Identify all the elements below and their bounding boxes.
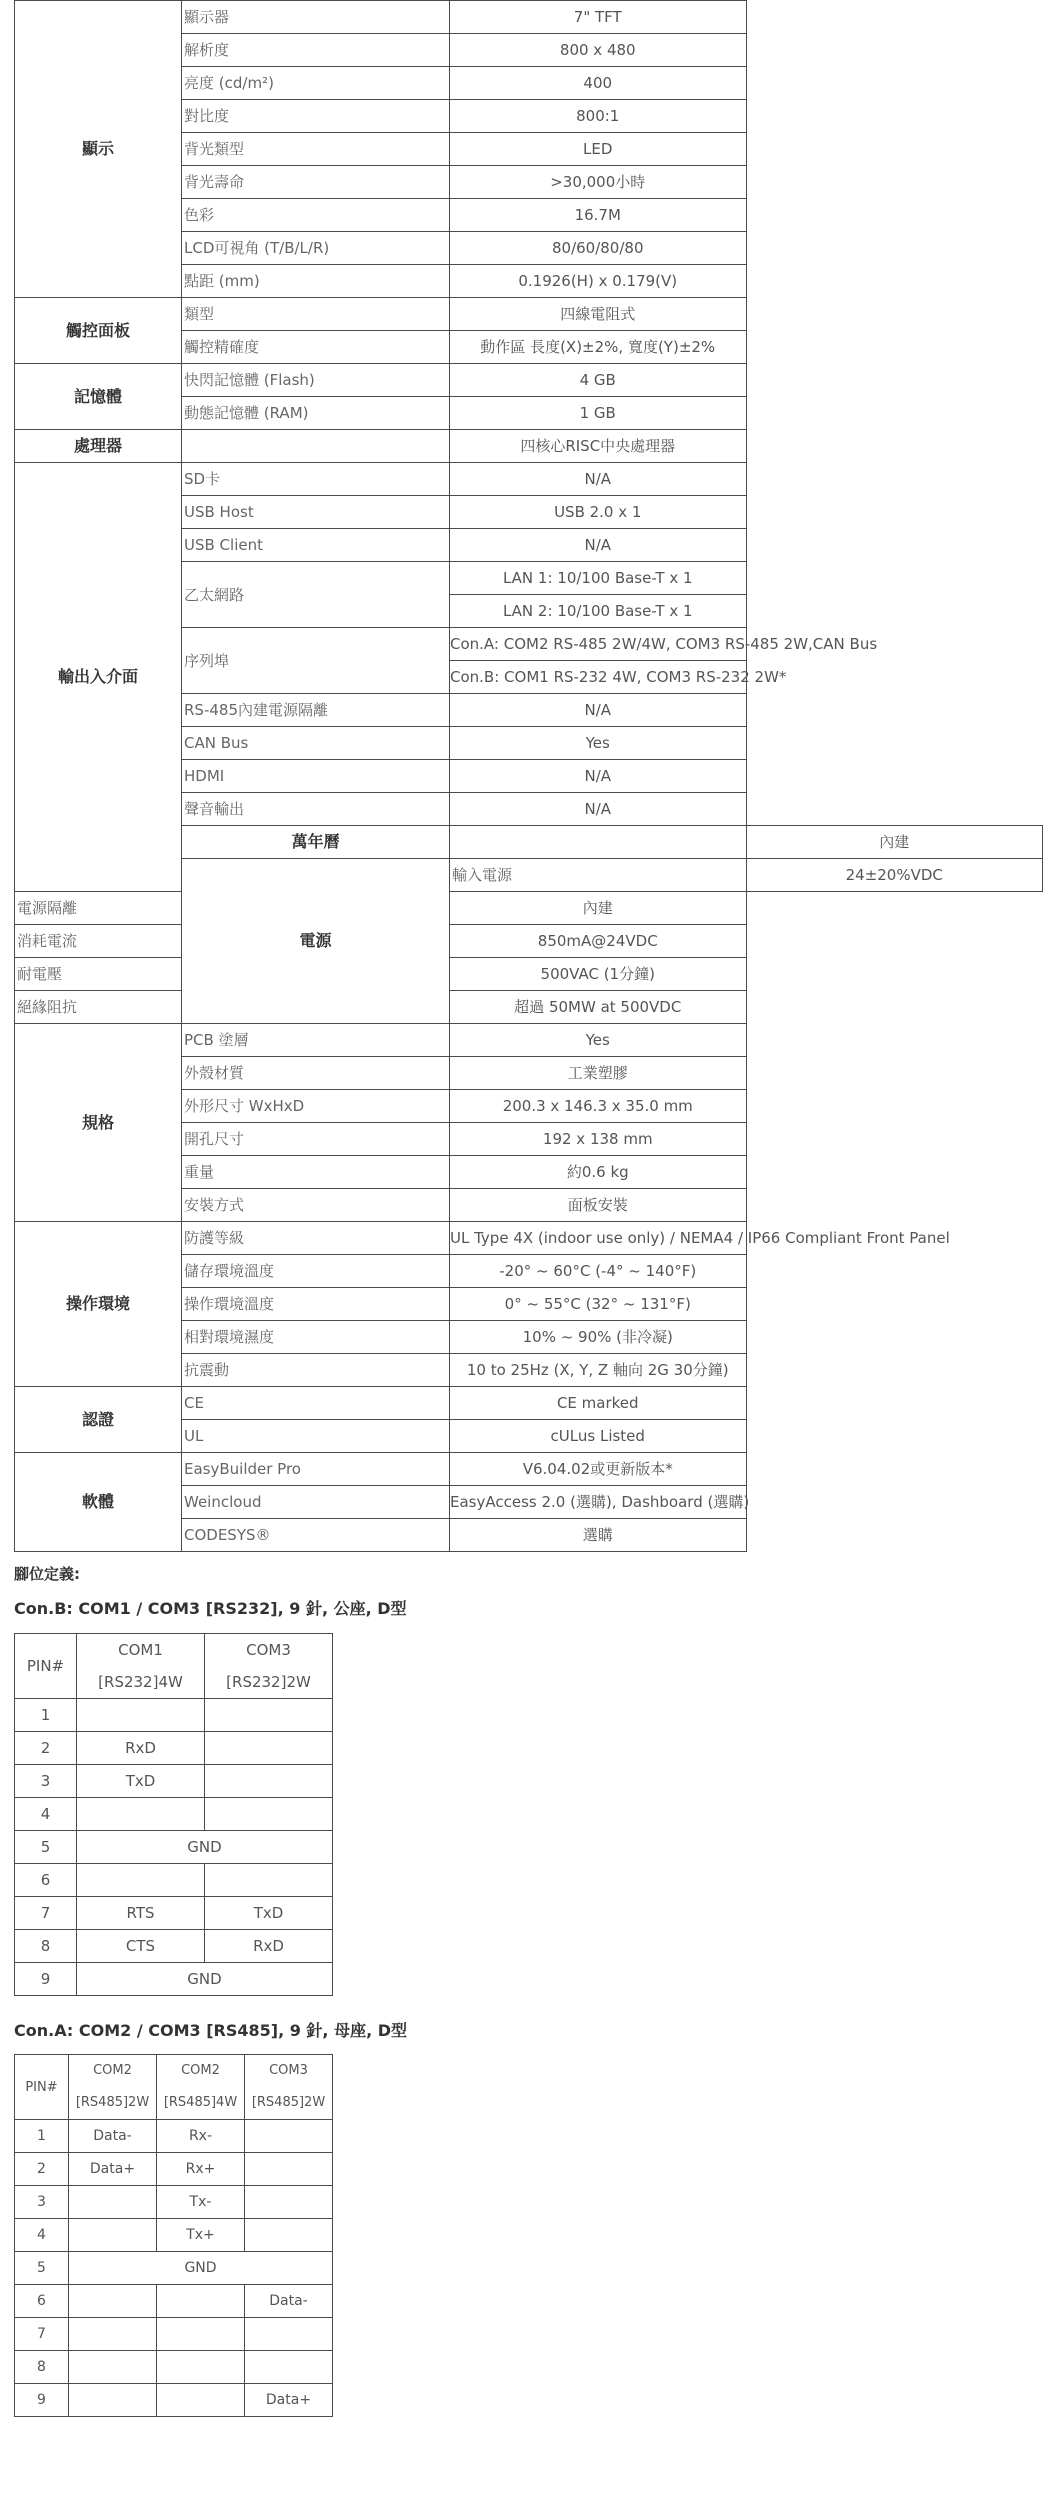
- pin-signal: Data-: [69, 2120, 157, 2153]
- spec-label: 防護等級: [182, 1222, 450, 1255]
- pin-signal: Data+: [245, 2384, 333, 2417]
- spec-label: 電源隔離: [15, 892, 182, 925]
- pin-section-title: 腳位定義:: [14, 1565, 80, 1583]
- spec-label: 對比度: [182, 100, 450, 133]
- port-header: [77, 1634, 205, 1699]
- spec-row: [15, 1222, 1043, 1255]
- port-header-line: COM2: [181, 2063, 220, 2078]
- pin-number: 1: [15, 2120, 69, 2153]
- spec-value-line: Con.A: COM2 RS-485 2W/4W, COM3 RS-485 2W,CAN Bus: [450, 635, 878, 653]
- pin-signal: [245, 2219, 333, 2252]
- spec-value: 850mA@24VDC: [450, 925, 747, 958]
- spec-row: [15, 364, 1043, 397]
- spec-value: EasyAccess 2.0 (選購), Dashboard (選購): [450, 1486, 747, 1519]
- spec-label: 重量: [182, 1156, 450, 1189]
- spec-category: 觸控面板: [15, 298, 182, 364]
- spec-category: 軟體: [15, 1453, 182, 1552]
- spec-value: cULus Listed: [450, 1420, 747, 1453]
- spec-label: 消耗電流: [15, 925, 182, 958]
- pin-number: 4: [15, 2219, 69, 2252]
- spec-value: USB 2.0 x 1: [450, 496, 747, 529]
- pin-row: [15, 2318, 333, 2351]
- pin-signal: [77, 1798, 205, 1831]
- spec-label: 絕緣阻抗: [15, 991, 182, 1024]
- spec-value: N/A: [450, 793, 747, 826]
- spec-category: 顯示: [15, 1, 182, 298]
- port-header: [245, 2055, 333, 2120]
- spec-value: 內建: [450, 892, 747, 925]
- spec-label: RS-485內建電源隔離: [182, 694, 450, 727]
- pin-signal: [245, 2318, 333, 2351]
- pin-signal: TxD: [205, 1897, 333, 1930]
- spec-label: PCB 塗層: [182, 1024, 450, 1057]
- spec-row: [15, 298, 1043, 331]
- spec-label: 乙太網路: [182, 562, 450, 628]
- spec-label: [182, 430, 450, 463]
- pin-signal: CTS: [77, 1930, 205, 1963]
- pin-number: 4: [15, 1798, 77, 1831]
- con-a-title: Con.A: COM2 / COM3 [RS485], 9 針, 母座, D型: [14, 2021, 408, 2040]
- spec-label: 相對環境濕度: [182, 1321, 450, 1354]
- spec-label: 聲音輸出: [182, 793, 450, 826]
- spec-value: 400: [450, 67, 747, 100]
- spec-value: 800 x 480: [450, 34, 747, 67]
- pin-signal: [157, 2384, 245, 2417]
- spec-label: HDMI: [182, 760, 450, 793]
- spec-row: [15, 892, 1043, 925]
- spec-value: Yes: [450, 727, 747, 760]
- pin-row: [15, 1732, 333, 1765]
- spec-label: 外形尺寸 WxHxD: [182, 1090, 450, 1123]
- pin-row: [15, 2186, 333, 2219]
- pin-row: [15, 2285, 333, 2318]
- pin-row: [15, 1699, 333, 1732]
- pin-number: 8: [15, 2351, 69, 2384]
- port-header: [205, 1634, 333, 1699]
- spec-value: 200.3 x 146.3 x 35.0 mm: [450, 1090, 747, 1123]
- spec-value: 0° ~ 55°C (32° ~ 131°F): [450, 1288, 747, 1321]
- spec-value: 7" TFT: [450, 1, 747, 34]
- pin-header-row: [15, 2055, 333, 2120]
- spec-label: 解析度: [182, 34, 450, 67]
- spec-value: -20° ~ 60°C (-4° ~ 140°F): [450, 1255, 747, 1288]
- pin-row: [15, 1930, 333, 1963]
- spec-label: 顯示器: [182, 1, 450, 34]
- spec-label: CAN Bus: [182, 727, 450, 760]
- pin-signal: [157, 2285, 245, 2318]
- spec-value: 800:1: [450, 100, 747, 133]
- spec-row: [15, 991, 1043, 1024]
- port-header-line: [RS485]4W: [163, 2095, 238, 2110]
- spec-label: USB Host: [182, 496, 450, 529]
- pin-signal: Tx+: [157, 2219, 245, 2252]
- pin-number: 5: [15, 1831, 77, 1864]
- pin-signal: [69, 2318, 157, 2351]
- pin-signal: [205, 1798, 333, 1831]
- spec-category: 操作環境: [15, 1222, 182, 1387]
- spec-label: 類型: [182, 298, 450, 331]
- pin-row: [15, 2351, 333, 2384]
- spec-category: 電源: [182, 859, 450, 1024]
- spec-label: 觸控精確度: [182, 331, 450, 364]
- pin-number: 6: [15, 1864, 77, 1897]
- spec-row: [15, 1453, 1043, 1486]
- pin-signal: Data-: [245, 2285, 333, 2318]
- spec-label: EasyBuilder Pro: [182, 1453, 450, 1486]
- port-header-line: COM3: [246, 1641, 291, 1659]
- spec-label: USB Client: [182, 529, 450, 562]
- pin-signal: [77, 1699, 205, 1732]
- port-header-line: [RS485]2W: [251, 2095, 326, 2110]
- spec-label: 背光壽命: [182, 166, 450, 199]
- pin-row: [15, 2153, 333, 2186]
- spec-value: 4 GB: [450, 364, 747, 397]
- pin-number: 9: [15, 1963, 77, 1996]
- spec-value: [450, 628, 878, 694]
- spec-label: 亮度 (cd/m²): [182, 67, 450, 100]
- pin-signal: [157, 2351, 245, 2384]
- pin-signal: Rx-: [157, 2120, 245, 2153]
- pin-number: 2: [15, 2153, 69, 2186]
- pin-signal: TxD: [77, 1765, 205, 1798]
- spec-value: V6.04.02或更新版本*: [450, 1453, 747, 1486]
- pin-signal: GND: [69, 2252, 333, 2285]
- spec-row: [15, 1024, 1043, 1057]
- spec-value: N/A: [450, 694, 747, 727]
- spec-value: 內建: [746, 826, 1043, 859]
- spec-label: Weincloud: [182, 1486, 450, 1519]
- spec-row: [15, 463, 1043, 496]
- spec-row: [15, 430, 1043, 463]
- pin-signal: Tx-: [157, 2186, 245, 2219]
- spec-row: [15, 1, 1043, 34]
- pin-signal: [245, 2351, 333, 2384]
- port-header-line: [RS485]2W: [75, 2095, 150, 2110]
- spec-value: N/A: [450, 529, 747, 562]
- pin-signal: [77, 1864, 205, 1897]
- pin-signal: [69, 2384, 157, 2417]
- spec-value: 16.7M: [450, 199, 747, 232]
- spec-value: 80/60/80/80: [450, 232, 747, 265]
- spec-label: 外殼材質: [182, 1057, 450, 1090]
- spec-label: 動態記憶體 (RAM): [182, 397, 450, 430]
- pin-signal: [69, 2186, 157, 2219]
- pin-signal: Data+: [69, 2153, 157, 2186]
- pin-signal: [205, 1699, 333, 1732]
- port-header-line: COM1: [118, 1641, 163, 1659]
- spec-label: 色彩: [182, 199, 450, 232]
- spec-label: 操作環境溫度: [182, 1288, 450, 1321]
- pin-signal: [69, 2219, 157, 2252]
- pin-number: 6: [15, 2285, 69, 2318]
- spec-label: 開孔尺寸: [182, 1123, 450, 1156]
- spec-value: 192 x 138 mm: [450, 1123, 747, 1156]
- pin-row: [15, 1963, 333, 1996]
- spec-value: 10% ~ 90% (非冷凝): [450, 1321, 747, 1354]
- pin-number: 1: [15, 1699, 77, 1732]
- spec-category: 規格: [15, 1024, 182, 1222]
- spec-label: 點距 (mm): [182, 265, 450, 298]
- spec-value: UL Type 4X (indoor use only) / NEMA4 / IP66 Compliant Front Panel: [450, 1222, 747, 1255]
- spec-label: 耐電壓: [15, 958, 182, 991]
- pin-number: 3: [15, 2186, 69, 2219]
- spec-label: 儲存環境溫度: [182, 1255, 450, 1288]
- pin-signal: [205, 1864, 333, 1897]
- spec-row: [15, 958, 1043, 991]
- spec-value-line: LAN 1: 10/100 Base-T x 1: [502, 569, 693, 587]
- pin-signal: [205, 1765, 333, 1798]
- pin-row: [15, 1798, 333, 1831]
- pin-row: [15, 2252, 333, 2285]
- pin-row: [15, 1864, 333, 1897]
- con-b-pin-table: [14, 1633, 333, 1996]
- con-b-title: Con.B: COM1 / COM3 [RS232], 9 針, 公座, D型: [14, 1599, 407, 1618]
- pin-row: [15, 2219, 333, 2252]
- spec-label: 輸入電源: [450, 859, 747, 892]
- spec-label: UL: [182, 1420, 450, 1453]
- pin-signal: [69, 2351, 157, 2384]
- spec-label: CE: [182, 1387, 450, 1420]
- port-header-line: COM3: [269, 2063, 308, 2078]
- spec-label: CODESYS®: [182, 1519, 450, 1552]
- pin-row: [15, 1765, 333, 1798]
- spec-label: 序列埠: [182, 628, 450, 694]
- port-header-line: [RS232]2W: [226, 1673, 311, 1691]
- spec-value: [450, 562, 747, 628]
- spec-category: 處理器: [15, 430, 182, 463]
- pin-signal: [205, 1732, 333, 1765]
- pin-signal: GND: [77, 1831, 333, 1864]
- pin-signal: RxD: [205, 1930, 333, 1963]
- spec-label: 快閃記憶體 (Flash): [182, 364, 450, 397]
- spec-row: [15, 925, 1043, 958]
- spec-category: 萬年曆: [182, 826, 450, 859]
- pin-number: 9: [15, 2384, 69, 2417]
- spec-value: 約0.6 kg: [450, 1156, 747, 1189]
- pin-header-row: [15, 1634, 333, 1699]
- pin-signal: [69, 2285, 157, 2318]
- pin-signal: [245, 2120, 333, 2153]
- pin-header: PIN#: [15, 1634, 77, 1699]
- spec-value: N/A: [450, 760, 747, 793]
- spec-label: 抗震動: [182, 1354, 450, 1387]
- spec-value: 選購: [450, 1519, 747, 1552]
- pin-signal: [157, 2318, 245, 2351]
- pin-row: [15, 2120, 333, 2153]
- spec-value: 24±20%VDC: [746, 859, 1043, 892]
- spec-value: LED: [450, 133, 747, 166]
- pin-signal: Rx+: [157, 2153, 245, 2186]
- spec-value: 四線電阻式: [450, 298, 747, 331]
- pin-row: [15, 1897, 333, 1930]
- spec-value: N/A: [450, 463, 747, 496]
- spec-value: 工業塑膠: [450, 1057, 747, 1090]
- spec-value: 四核心RISC中央處理器: [450, 430, 747, 463]
- port-header-line: COM2: [93, 2063, 132, 2078]
- spec-category: 輸出入介面: [15, 463, 182, 892]
- spec-value: 10 to 25Hz (X, Y, Z 軸向 2G 30分鐘): [450, 1354, 747, 1387]
- con-a-pin-table: [14, 2054, 333, 2417]
- pin-signal: RTS: [77, 1897, 205, 1930]
- spec-value: 動作區 長度(X)±2%, 寬度(Y)±2%: [450, 331, 747, 364]
- pin-signal: GND: [77, 1963, 333, 1996]
- pin-number: 8: [15, 1930, 77, 1963]
- spec-value: 面板安裝: [450, 1189, 747, 1222]
- spec-label: LCD可視角 (T/B/L/R): [182, 232, 450, 265]
- spec-label: 背光類型: [182, 133, 450, 166]
- pin-number: 7: [15, 1897, 77, 1930]
- pin-row: [15, 2384, 333, 2417]
- spec-value: 1 GB: [450, 397, 747, 430]
- pin-number: 2: [15, 1732, 77, 1765]
- spec-label: [450, 826, 747, 859]
- spec-value-line: LAN 2: 10/100 Base-T x 1: [450, 594, 746, 627]
- port-header: [69, 2055, 157, 2120]
- pin-row: [15, 1831, 333, 1864]
- pin-signal: RxD: [77, 1732, 205, 1765]
- pin-number: 3: [15, 1765, 77, 1798]
- spec-row: [15, 1387, 1043, 1420]
- spec-category: 記憶體: [15, 364, 182, 430]
- pin-signal: [245, 2186, 333, 2219]
- spec-label: 安裝方式: [182, 1189, 450, 1222]
- spec-value: 0.1926(H) x 0.179(V): [450, 265, 747, 298]
- spec-value: Yes: [450, 1024, 747, 1057]
- pin-number: 7: [15, 2318, 69, 2351]
- spec-value-line: Con.B: COM1 RS-232 4W, COM3 RS-232 2W*: [450, 660, 746, 693]
- spec-value: 500VAC (1分鐘): [450, 958, 747, 991]
- spec-value: CE marked: [450, 1387, 747, 1420]
- spec-label: SD卡: [182, 463, 450, 496]
- spec-value: 超過 50MW at 500VDC: [450, 991, 747, 1024]
- spec-category: 認證: [15, 1387, 182, 1453]
- spec-table: [14, 0, 1043, 1552]
- pin-number: 5: [15, 2252, 69, 2285]
- spec-value: >30,000小時: [450, 166, 747, 199]
- pin-header: PIN#: [15, 2055, 69, 2120]
- port-header-line: [RS232]4W: [98, 1673, 183, 1691]
- pin-signal: [245, 2153, 333, 2186]
- port-header: [157, 2055, 245, 2120]
